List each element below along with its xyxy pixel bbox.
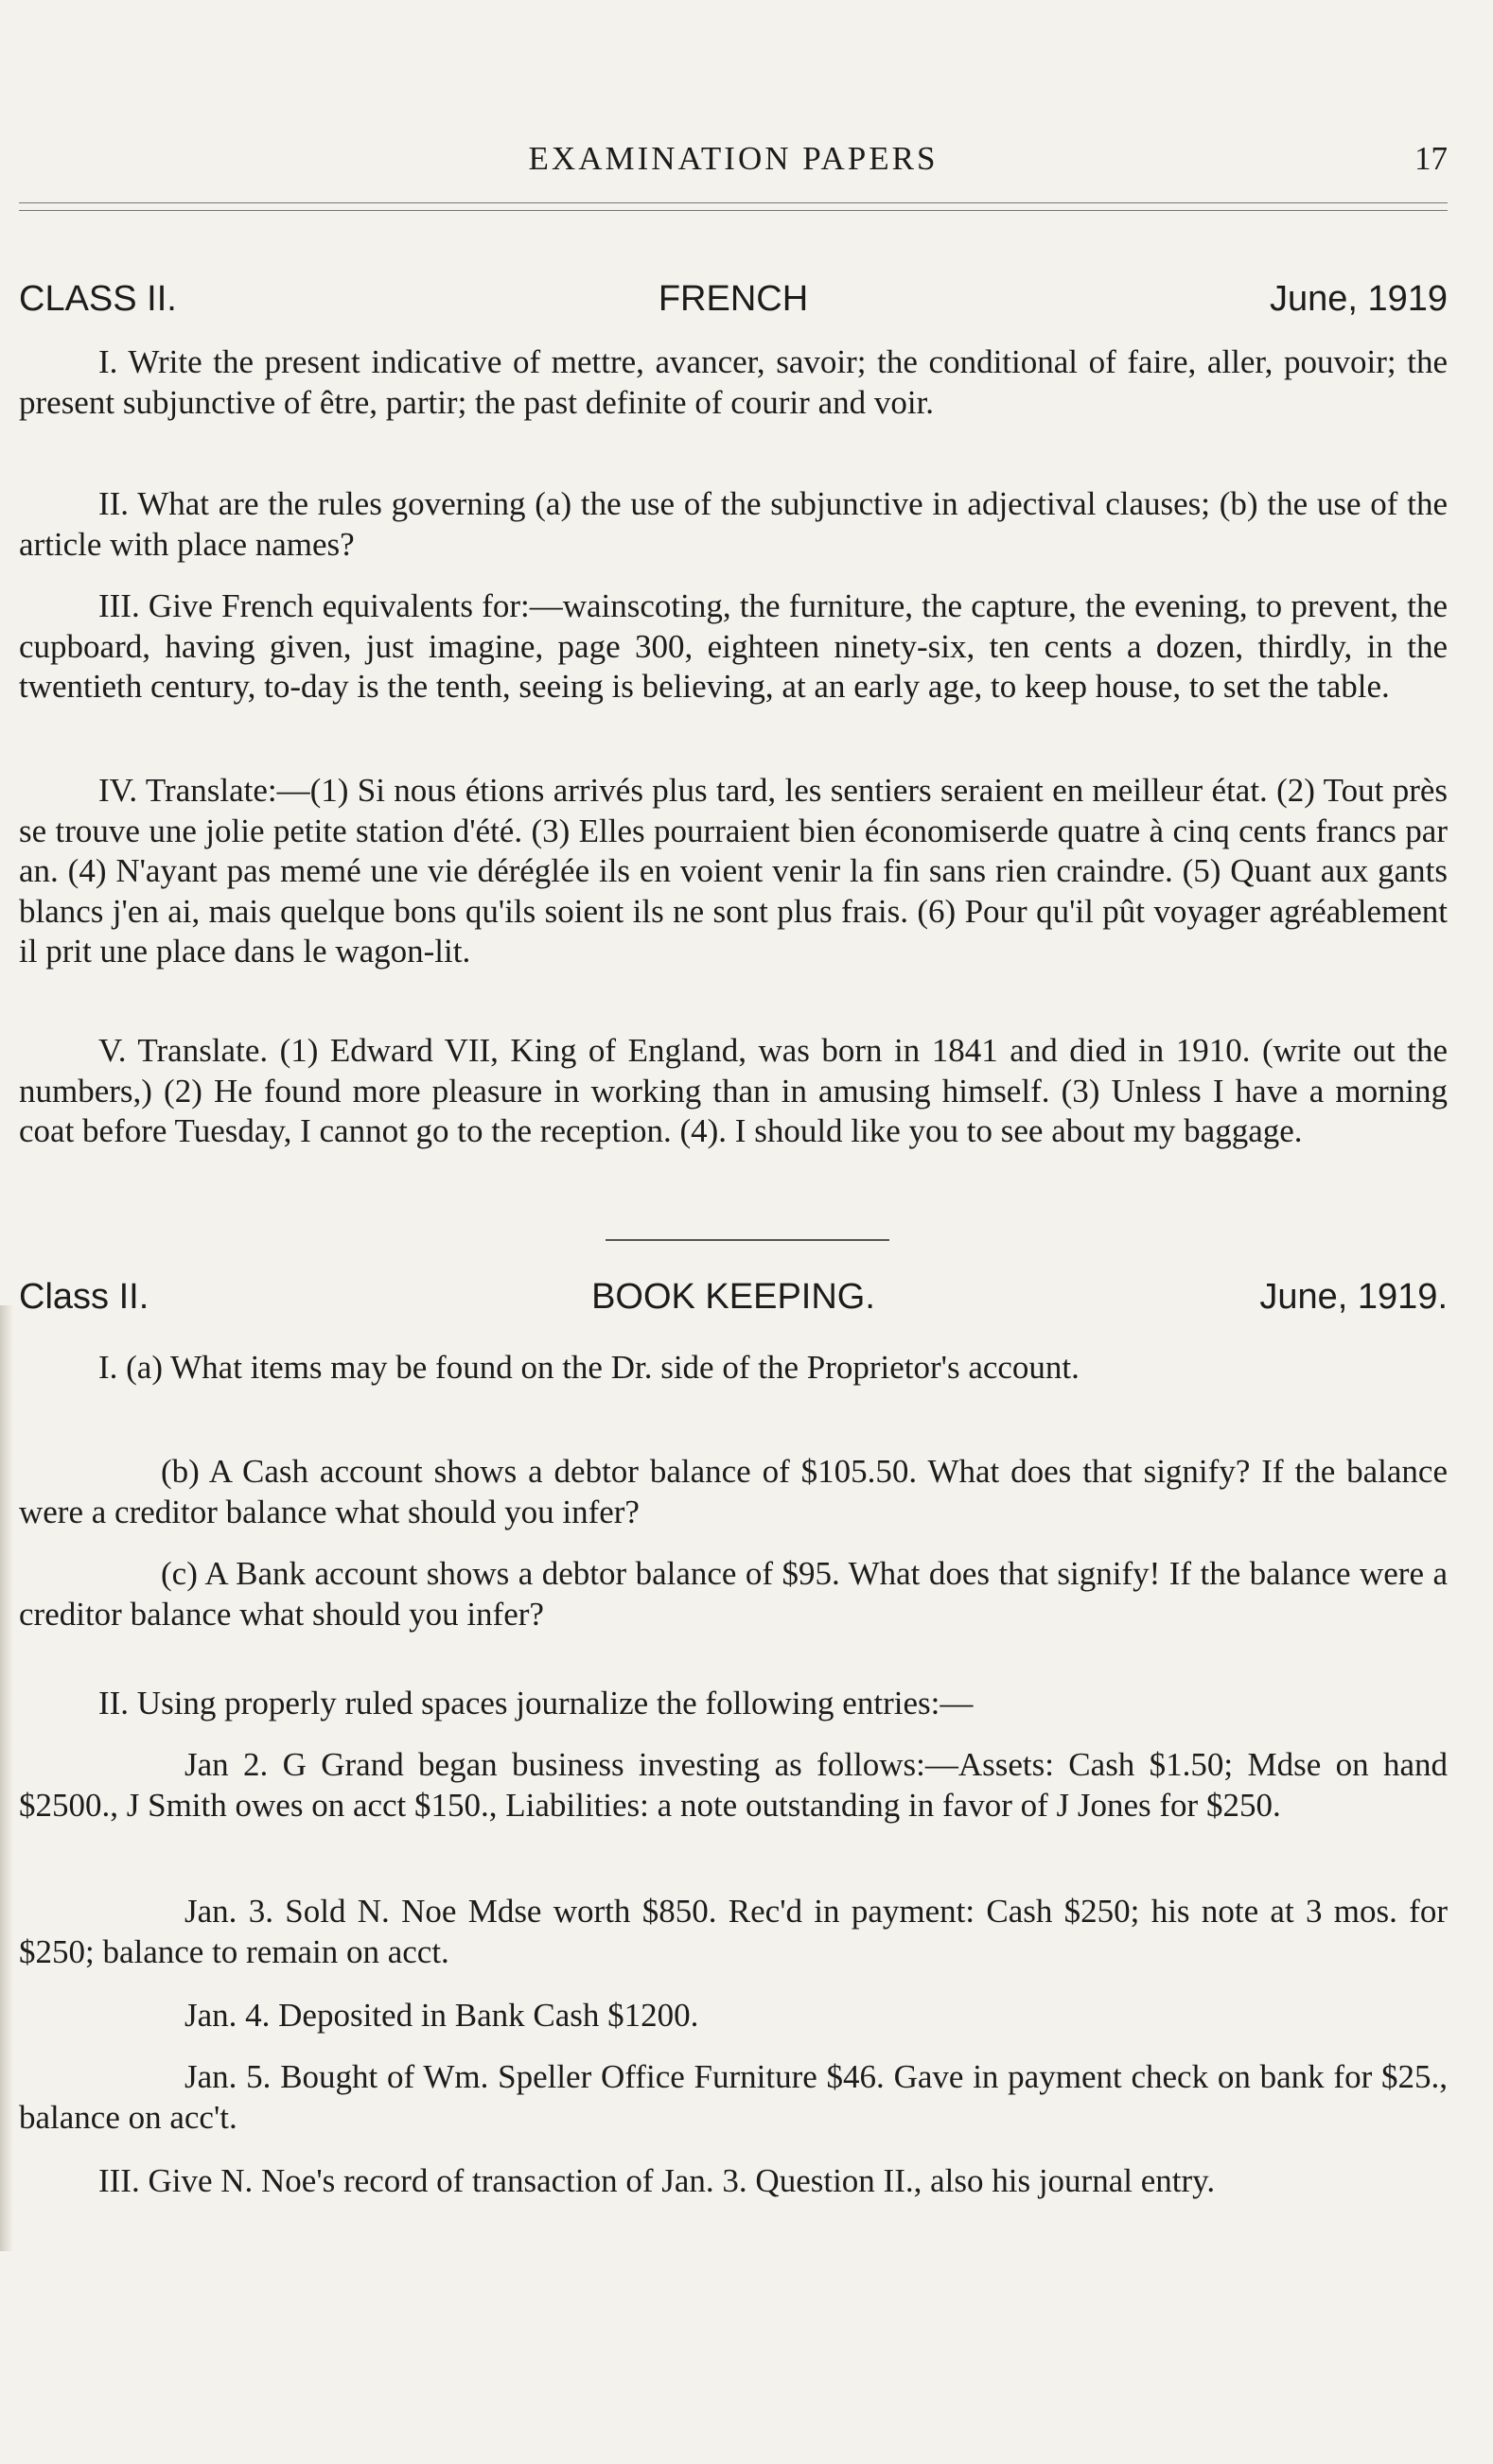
- journal-entry-jan-4: Jan. 4. Deposited in Bank Cash $1200.: [184, 1997, 699, 2034]
- page-number: 17: [1414, 140, 1448, 177]
- french-question-2: II. What are the rules governing (a) the use of the subjunctive in adjectival clauses; (b) the use of the article with place names?: [19, 485, 1448, 563]
- running-title: EXAMINATION PAPERS: [528, 140, 939, 177]
- bookkeeping-subject-title: BOOK KEEPING.: [591, 1277, 875, 1317]
- bookkeeping-question-2: II. Using properly ruled spaces journalize the following entries:—: [98, 1685, 974, 1721]
- french-class-label: CLASS II.: [19, 279, 177, 319]
- french-question-5: V. Translate. (1) Edward VII, King of England, was born in 1841 and died in 1910. (write out the numbers,) (2) He found more pleasure in working than in amusing himself. (3) Unless I have a morning coat before Tuesday, I cannot go to the reception. (4). I should like you to see about my baggage.: [19, 1032, 1448, 1149]
- bookkeeping-question-1b: (b) A Cash account shows a debtor balance of $105.50. What does that signify? If the balance were a creditor balance what should you infer?: [19, 1453, 1448, 1530]
- bookkeeping-question-1c: (c) A Bank account shows a debtor balance of $95. What does that signify! If the balance were a creditor balance what should you infer?: [19, 1555, 1448, 1633]
- french-question-4: IV. Translate:—(1) Si nous étions arrivés plus tard, les sentiers seraient en meilleur état. (2) Tout près se trouve une jolie petite station d'été. (3) Elles pourraient bien économiserde quatre à cinq cents francs par an. (4) N'ayant pas memé une vie déréglée ils en voient venir la fin sans rien craindre. (5) Quant aux gants blancs j'en ai, mais quelque bons qu'ils soient ils ne sont plus frais. (6) Pour qu'il pût voyager agréablement il prit une place dans le wagon-lit.: [19, 772, 1448, 970]
- journal-entry-jan-3: Jan. 3. Sold N. Noe Mdse worth $850. Rec'd in payment: Cash $250; his note at 3 mos. for $250; balance to remain on acct.: [19, 1893, 1448, 1970]
- binding-shadow: [0, 1305, 13, 2251]
- exam-page: [19, 0, 1448, 2464]
- journal-entry-jan-5: Jan. 5. Bought of Wm. Speller Office Furniture $46. Gave in payment check on bank for $25., balance on acc't.: [19, 2058, 1448, 2136]
- journal-entry-jan-2: Jan 2. G Grand began business investing as follows:—Assets: Cash $1.50; Mdse on hand $2500., J Smith owes on acct $150., Liabilities: a note outstanding in favor of J Jones for $250.: [19, 1746, 1448, 1824]
- bookkeeping-exam-date: June, 1919.: [1259, 1277, 1448, 1317]
- french-question-3: III. Give French equivalents for:—wainscoting, the furniture, the capture, the evening, to prevent, the cupboard, having given, just imagine, page 300, eighteen ninety-six, ten cents a dozen, thirdly, in the twentieth century, to-day is the tenth, seeing is believing, at an early age, to keep house, to set the table.: [19, 587, 1448, 705]
- french-subject-title: FRENCH: [658, 279, 809, 319]
- french-section-heading: [19, 279, 1448, 326]
- bookkeeping-question-3: III. Give N. Noe's record of transaction of Jan. 3. Question II., also his journal entry.: [98, 2162, 1216, 2199]
- section-divider: [606, 1239, 889, 1241]
- running-header: [19, 140, 1448, 185]
- french-exam-date: June, 1919: [1269, 279, 1448, 319]
- header-rule-top: [19, 202, 1448, 203]
- header-rule-bottom: [19, 210, 1448, 211]
- bookkeeping-section-heading: [19, 1277, 1448, 1324]
- french-question-1: I. Write the present indicative of mettre, avancer, savoir; the conditional of faire, aller, pouvoir; the present subjunctive of être, partir; the past definite of courir and voir.: [19, 343, 1448, 421]
- bookkeeping-class-label: Class II.: [19, 1277, 149, 1317]
- bookkeeping-question-1a: I. (a) What items may be found on the Dr. side of the Proprietor's account.: [98, 1349, 1080, 1386]
